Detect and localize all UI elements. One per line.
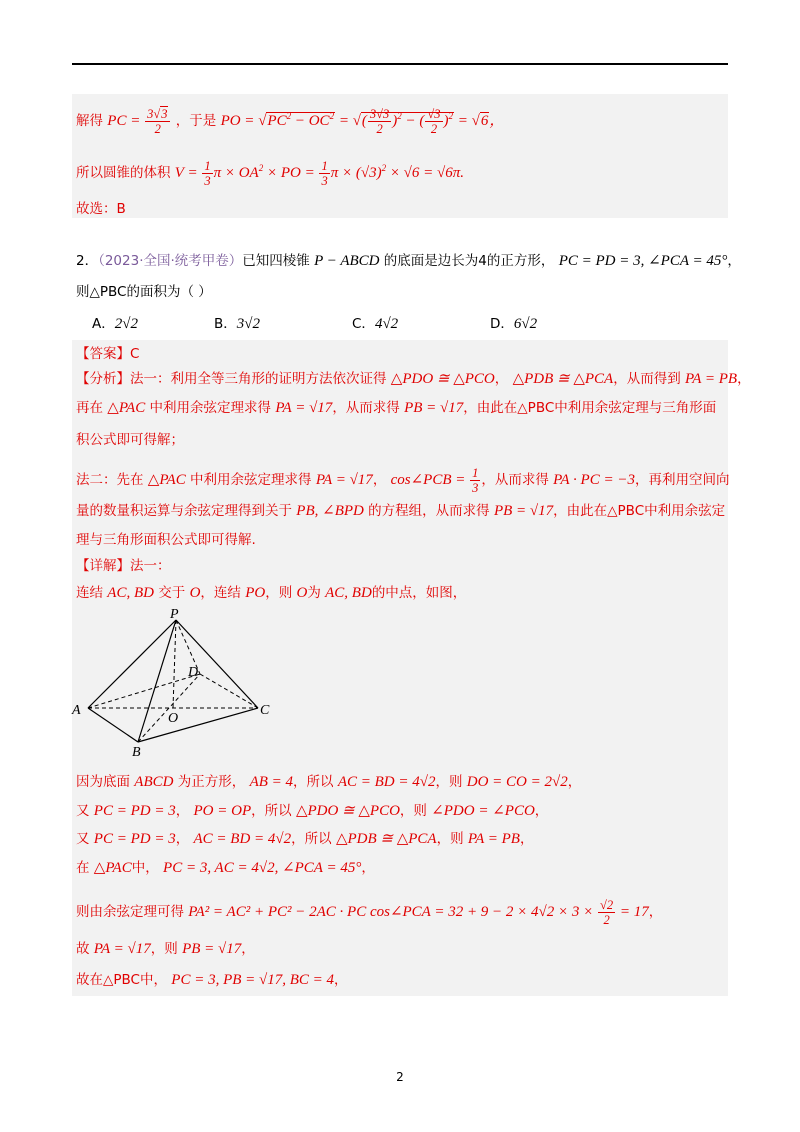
label-b: B	[132, 745, 141, 758]
label-p: P	[170, 607, 179, 622]
header-rule	[72, 63, 728, 65]
question-line-2: 则△PBC的面积为（ ）	[76, 284, 212, 300]
label-o: O	[168, 711, 179, 726]
analysis-line-2: 再在 △PAC 中利用余弦定理求得 PA = √17，从而求得 PB = √17，由此在△PBC中利用余弦定理与三角形面	[76, 400, 717, 416]
analysis-line-6: 理与三角形面积公式即可得解.	[76, 532, 256, 548]
step-line-4: 在 △PAC中， PC = 3, AC = 4√2, ∠PCA = 45°，	[76, 860, 375, 876]
label-d: D	[188, 665, 199, 680]
solution-line-1: 解得 PC = $\frac{3√3}{2}$ ，于是 PO = $√PC^2 - OC^2$ = √( $\frac{3√3}{2}$ )$^2$ − ( $\frac{√3}{2}$ )$^2$ = √6，	[76, 107, 505, 137]
step-line-5: 则由余弦定理可得 PA² = AC² + PC² − 2AC · PC cos∠PCA = 32 + 9 − 2 × 4√2 × 3 × $\frac{√2}{2}$ = 17，	[76, 898, 663, 927]
formula-volume: V = $\frac{1}{3}$ $\pi \times OA^2$ × PO = $\frac{1}{3}$ $\pi \times (√3)^2 \times √6 = √6\pi$.	[174, 159, 465, 189]
detail-heading: 【详解】法一：	[76, 558, 171, 574]
step-line-7: 故在△PBC中， PC = 3, PB = √17, BC = 4，	[76, 972, 348, 988]
label-c: C	[260, 703, 270, 718]
analysis-line-5: 量的数量积运算与余弦定理得到关于 PB, ∠BPD 的方程组，从而求得 PB = √17，由此在△PBC中利用余弦定	[76, 503, 726, 519]
choice-d: D．6√2	[490, 316, 538, 332]
solution-line-3: 故选：B	[76, 201, 126, 217]
formula-pc: PC = $\frac{3√3}{2}$	[107, 113, 171, 129]
formula-po: PO = $√PC^2 - OC^2$ = √( $\frac{3√3}{2}$ )$^2$ − ( $\frac{√3}{2}$ )$^2$ = √6，	[220, 107, 505, 137]
analysis-line-1: 【分析】法一：利用全等三角形的证明方法依次证得 △PDO ≅ △PCO， △PDB ≅ △PCA，从而得到 PA = PB，	[76, 371, 751, 387]
question-line-1: 2．（2023·全国·统考甲卷）已知四棱锥 P − ABCD 的底面是边长为4的正方形， PC = PD = 3, ∠PCA = 45°，	[76, 253, 741, 269]
analysis-line-3: 积公式即可得解；	[76, 432, 184, 448]
label-a: A	[72, 703, 81, 718]
step-line-3: 又 PC = PD = 3， AC = BD = 4√2，所以 △PDB ≅ △PCA，则 PA = PB，	[76, 831, 534, 847]
solution-line-2: 所以圆锥的体积 V = $\frac{1}{3}$ $\pi \times OA^2$ × PO = $\frac{1}{3}$ $\pi \times (√3)^2 \times √6 = √6\pi$.	[76, 159, 465, 189]
choice-b: B．3√2	[214, 316, 260, 332]
step-line-2: 又 PC = PD = 3， PO = OP，所以 △PDO ≅ △PCO，则 ∠PDO = ∠PCO，	[76, 803, 549, 819]
step-line-1: 因为底面 ABCD 为正方形， AB = 4，所以 AC = BD = 4√2，则 DO = CO = 2√2，	[76, 774, 582, 790]
page-number: 2	[396, 1070, 404, 1084]
answer-line: 【答案】C	[76, 346, 140, 362]
analysis-line-4: 法二：先在 △PAC 中利用余弦定理求得 PA = √17， cos∠PCB = $\frac{1}{3}$ ，从而求得 PA · PC = −3，再利用空间向	[76, 466, 730, 495]
choice-c: C．4√2	[352, 316, 399, 332]
step-line-6: 故 PA = √17，则 PB = √17，	[76, 941, 255, 957]
pyramid-figure	[70, 606, 290, 758]
choice-a: A．2√2	[92, 316, 138, 332]
question-source: （2023·全国·统考甲卷）	[98, 253, 243, 269]
detail-line-1: 连结 AC, BD 交于 O，连结 PO，则 O为 AC, BD的中点，如图，	[76, 585, 467, 601]
